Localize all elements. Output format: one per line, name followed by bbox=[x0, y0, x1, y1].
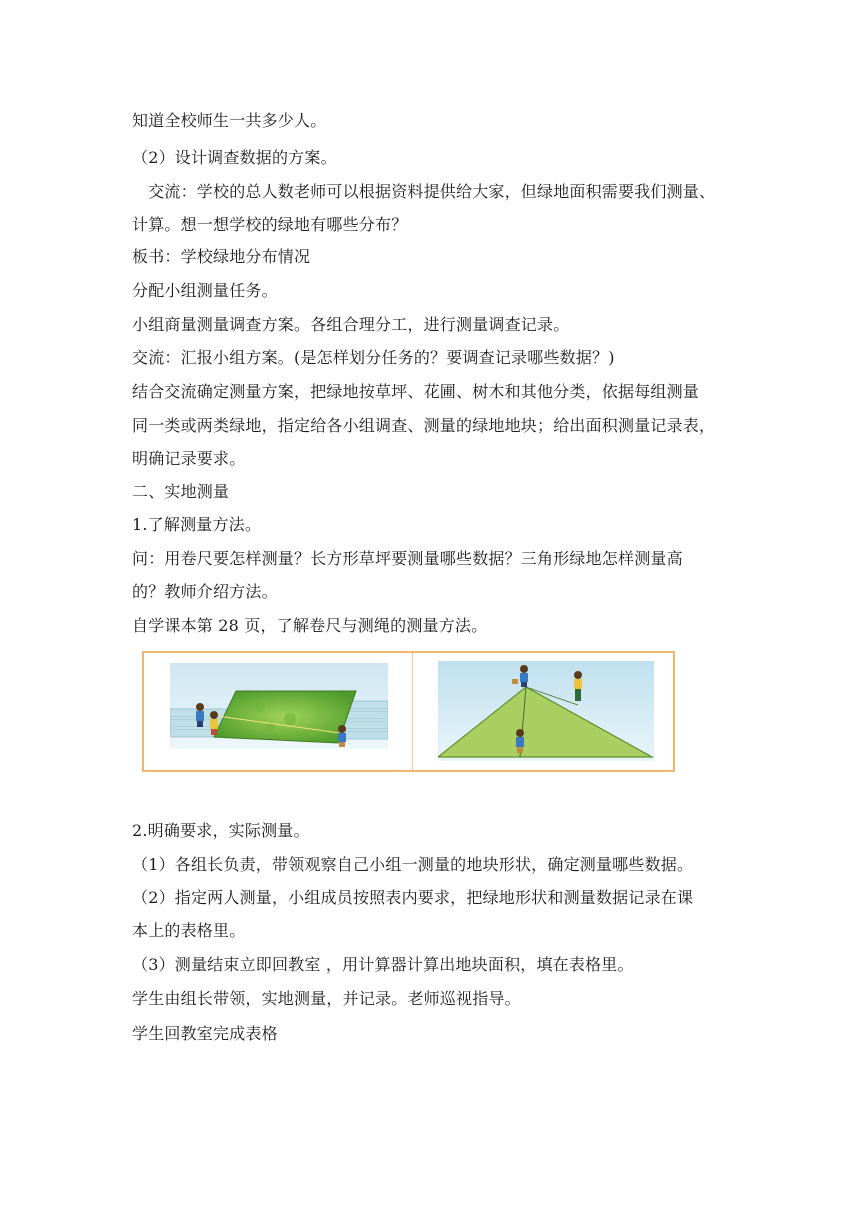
text-line: 小组商量测量调查方案。各组合理分工，进行测量调查记录。 bbox=[132, 315, 570, 334]
text-line: 板书：学校绿地分布情况 bbox=[132, 247, 311, 266]
text-line: 学生由组长带领，实地测量，并记录。老师巡视指导。 bbox=[132, 989, 521, 1008]
text-line: 交流：汇报小组方案。(是怎样划分任务的？要调查记录哪些数据？) bbox=[132, 348, 615, 367]
text-line: 知道全校师生一共多少人。 bbox=[132, 111, 327, 130]
text-line: 交流：学校的总人数老师可以根据资料提供给大家，但绿地面积需要我们测量、 bbox=[132, 182, 716, 201]
text-line: 1.了解测量方法。 bbox=[132, 515, 262, 534]
child-figure-icon bbox=[338, 725, 346, 747]
text-line: 2.明确要求，实际测量。 bbox=[132, 821, 310, 840]
text-line: 问：用卷尺要怎样测量？长方形草坪要测量哪些数据？三角形绿地怎样测量高 bbox=[132, 549, 683, 568]
text-line: （3）测量结束立即回教室 ，用计算器计算出地块面积，填在表格里。 bbox=[132, 955, 634, 974]
child-figure-icon bbox=[574, 671, 582, 701]
child-figure-icon bbox=[196, 703, 204, 727]
text-line: 计算。想一想学校的绿地有哪些分布？ bbox=[132, 215, 408, 234]
rectangle-lawn-illustration bbox=[170, 663, 388, 749]
text-line: （2）指定两人测量，小组成员按照表内要求，把绿地形状和测量数据记录在课 bbox=[132, 888, 694, 907]
text-line: 学生回教室完成表格 bbox=[132, 1024, 278, 1043]
child-figure-icon bbox=[210, 711, 218, 735]
text-line: （1）各组长负责，带领观察自己小组一测量的地块形状，确定测量哪些数据。 bbox=[132, 855, 694, 874]
child-figure-icon bbox=[516, 729, 524, 753]
triangle-lawn-illustration bbox=[438, 661, 654, 761]
text-line: 本上的表格里。 bbox=[132, 921, 246, 940]
measurement-illustration bbox=[142, 651, 675, 772]
text-line: 明确记录要求。 bbox=[132, 449, 246, 468]
section-heading: 二、实地测量 bbox=[132, 482, 230, 501]
text-line: 自学课本第 28 页，了解卷尺与测绳的测量方法。 bbox=[132, 616, 488, 635]
text-line: 分配小组测量任务。 bbox=[132, 281, 278, 300]
text-line: 的？教师介绍方法。 bbox=[132, 582, 278, 601]
text-line: 同一类或两类绿地，指定给各小组调查、测量的绿地地块；给出面积测量记录表， bbox=[132, 416, 716, 435]
text-line: （2）设计调查数据的方案。 bbox=[132, 148, 337, 167]
text-line: 结合交流确定测量方案，把绿地按草坪、花圃、树木和其他分类，依据每组测量 bbox=[132, 382, 700, 401]
figure-divider bbox=[412, 653, 413, 770]
